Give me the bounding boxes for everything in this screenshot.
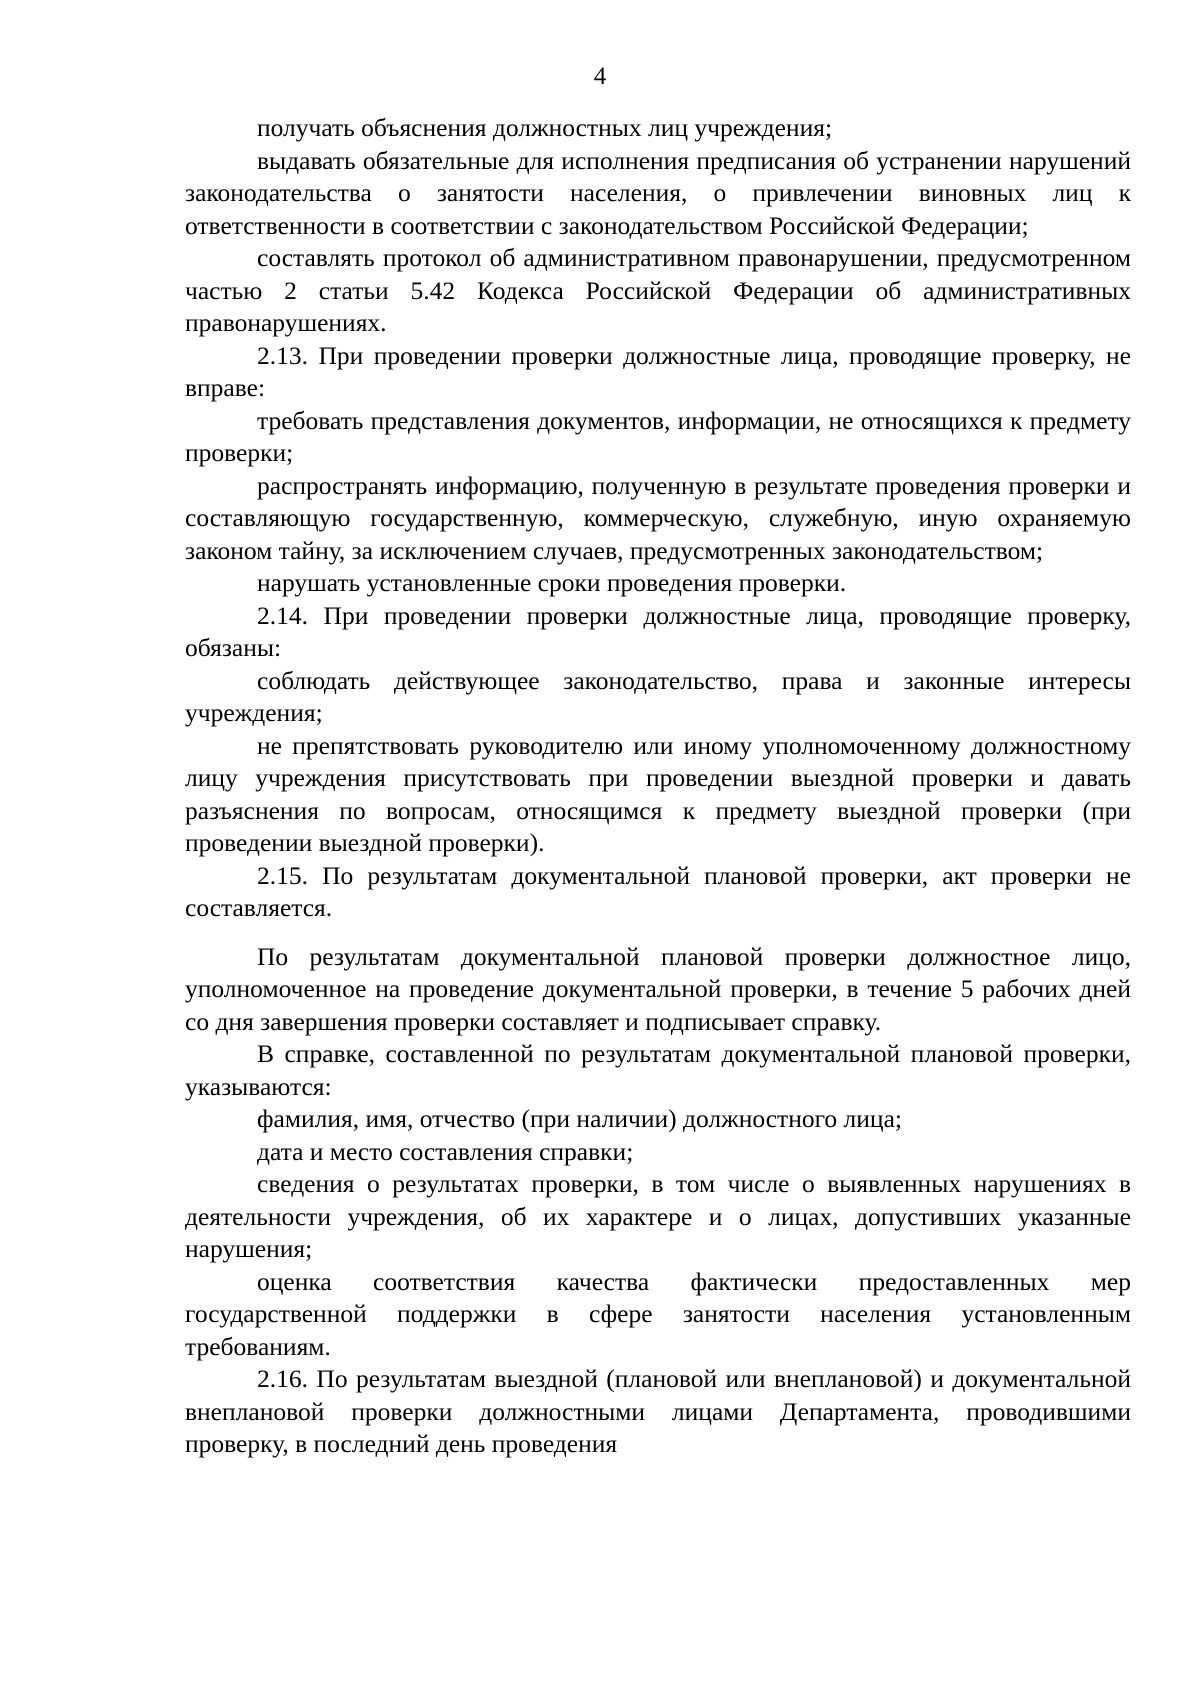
- paragraph: 2.16. По результатам выездной (плановой или внеплановой) и документальной внеплановой проверки должностными лицами Департамента, проводившими проверку, в последний день проведения: [185, 1364, 1131, 1458]
- paragraph: фамилия, имя, отчество (при наличии) должностного лица;: [257, 1104, 902, 1133]
- paragraph: распространять информацию, полученную в результате проведения проверки и составляющую государственную, коммерческую, служебную, иную охраняемую законом тайну, за исключением случаев, предусмотренных законодательством;: [185, 470, 1131, 565]
- page-number: 4: [593, 63, 607, 90]
- paragraph: 2.15. По результатам документальной плановой проверки, акт проверки не составляется.: [185, 860, 1131, 922]
- paragraph: соблюдать действующее законодательство, права и законные интересы учреждения;: [185, 665, 1131, 727]
- paragraph: получать объяснения должностных лиц учреждения;: [257, 113, 833, 142]
- paragraph: По результатам документальной плановой проверки должностное лицо, уполномоченное на проведение документальной проверки, в течение 5 рабочих дней со дня завершения проверки составляет и подписывает справку.: [185, 941, 1131, 1036]
- paragraph: дата и место составления справки;: [257, 1136, 634, 1166]
- paragraph: 2.14. При проведении проверки должностные лица, проводящие проверку, обязаны:: [185, 600, 1131, 662]
- paragraph: составлять протокол об административном правонарушении, предусмотренном частью 2 статьи 5.42 Кодекса Российской Федерации об административных правонарушениях.: [185, 243, 1131, 337]
- paragraph: выдавать обязательные для исполнения предписания об устранении нарушений законодательства о занятости населения, о привлечении виновных лиц к ответственности в соответствии с законодательством Российской Федерации;: [185, 145, 1131, 240]
- paragraph: оценка соответствия качества фактически предоставленных мер государственной поддержки в сфере занятости населения установленным требованиям.: [185, 1266, 1131, 1361]
- document-body: [185, 112, 1131, 1461]
- paragraph: 2.13. При проведении проверки должностные лица, проводящие проверку, не вправе:: [185, 340, 1131, 402]
- paragraph: сведения о результатах проверки, в том числе о выявленных нарушениях в деятельности учреждения, об их характере и о лицах, допустивших указанные нарушения;: [185, 1169, 1131, 1263]
- paragraph: не препятствовать руководителю или иному уполномоченному должностному лицу учреждения присутствовать при проведении выездной проверки и давать разъяснения по вопросам, относящимся к предмету выездной проверки (при проведении выездной проверки).: [185, 730, 1131, 857]
- paragraph: нарушать установленные сроки проведения проверки.: [257, 568, 847, 597]
- paragraph: требовать представления документов, информации, не относящихся к предмету проверки;: [185, 405, 1131, 467]
- paragraph: В справке, составленной по результатам документальной плановой проверки, указываются:: [185, 1039, 1131, 1101]
